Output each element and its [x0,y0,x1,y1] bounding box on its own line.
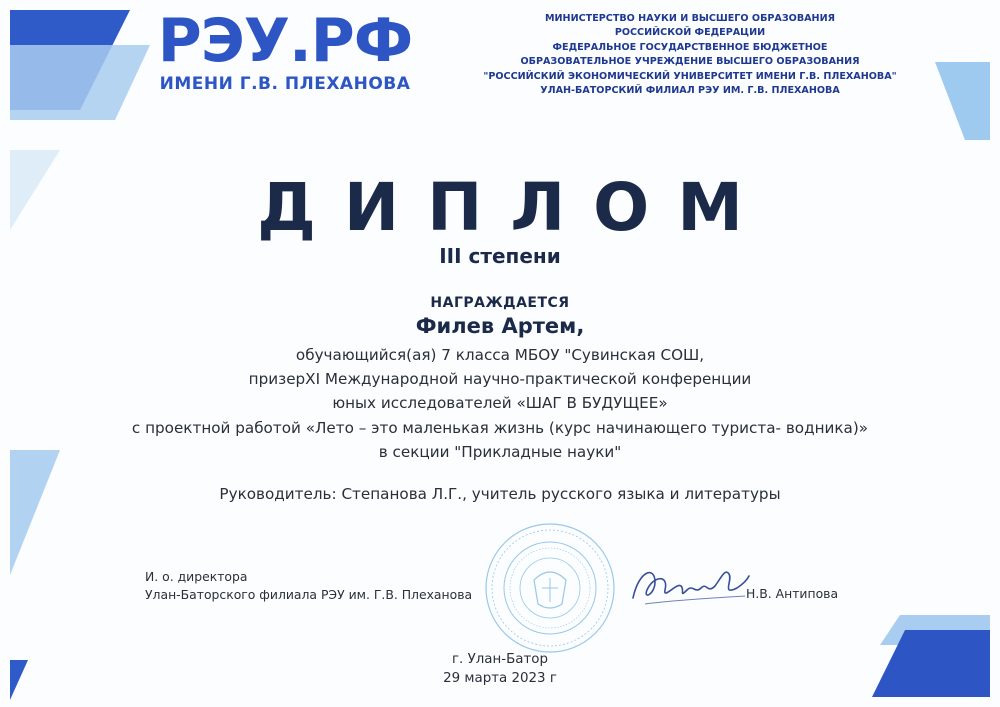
ministry-line: "РОССИЙСКИЙ ЭКОНОМИЧЕСКИЙ УНИВЕРСИТЕТ ИМЕНИ Г.В. ПЛЕХАНОВА" [483,70,897,82]
diploma-title: ДИПЛОМ [257,169,771,246]
issue-place-date [0,650,1000,688]
signatory-name: Н.В. Антипова [746,586,839,601]
official-stamp-icon [470,518,630,658]
description-line: призерXI Международной научно-практической конференции [248,370,752,389]
supervisor-line: Руководитель: Степанова Л.Г., учитель русского языка и литературы [219,485,781,503]
university-logo [150,8,420,94]
ministry-line: МИНИСТЕРСТВО НАУКИ И ВЫСШЕГО ОБРАЗОВАНИЯ [544,13,835,24]
issue-city: г. Улан-Батор [452,652,548,667]
description-line: юных исследователей «ШАГ В БУДУЩЕЕ» [332,394,668,413]
recipient-name: Филев Артем, [415,314,585,338]
signatory-position [145,568,472,604]
signatory-position-line1: И. о. директора [145,569,248,584]
description-line: с проектной работой «Лето – это маленькая жизнь (курс начинающего туриста- водника)» [131,418,869,437]
diploma-degree: III степени [439,244,561,268]
signature-icon [625,560,755,610]
description-line: в секции "Прикладные науки" [378,442,622,461]
ministry-line: РОССИЙСКОЙ ФЕДЕРАЦИИ [614,27,766,39]
top-right-light-shape [935,62,990,140]
ministry-line: УЛАН-БАТОРСКИЙ ФИЛИАЛ РЭУ ИМ. Г.В. ПЛЕХАНОВА [540,85,840,97]
ministry-header [470,12,910,98]
description-line: обучающийся(ая) 7 класса МБОУ "Сувинская СОШ, [295,346,705,364]
ministry-line: ФЕДЕРАЛЬНОЕ ГОСУДАРСТВЕННОЕ БЮДЖЕТНОЕ [552,41,828,53]
ministry-line: ОБРАЗОВАТЕЛЬНОЕ УЧРЕЖДЕНИЕ ВЫСШЕГО ОБРАЗОВАНИЯ [520,56,860,68]
signatory-position-line2: Улан-Баторского филиала РЭУ им. Г.В. Плеханова [145,587,473,602]
left-middle-light-shape [10,450,60,575]
logo-main-text: РЭУ.РФ [157,6,413,76]
issue-date: 29 марта 2023 г [443,671,557,686]
awarded-label: НАГРАЖДАЕТСЯ [430,295,570,311]
top-left-light-shape [10,45,150,120]
logo-sub-text: ИМЕНИ Г.В. ПЛЕХАНОВА [159,74,411,94]
award-description [0,343,1000,464]
